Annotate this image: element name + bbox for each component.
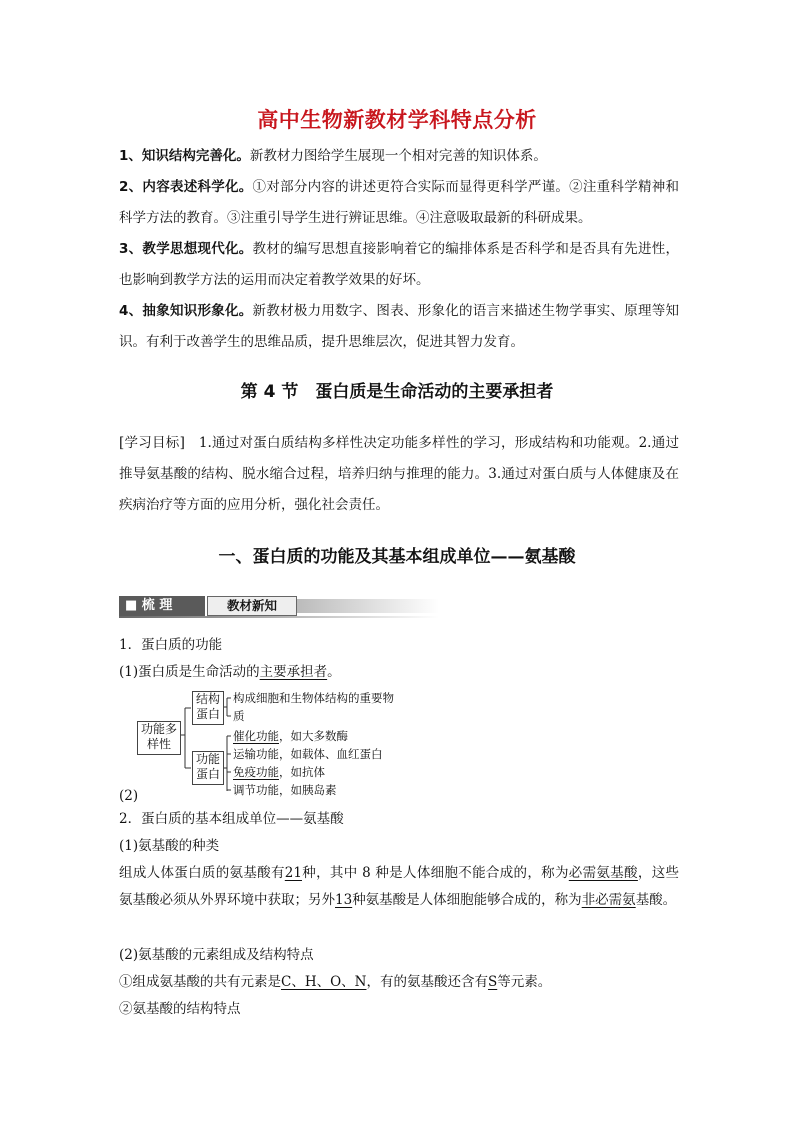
structural-protein-box: 结构蛋白 [192, 691, 224, 725]
page-title: 高中生物新教材学科特点分析 [257, 108, 537, 132]
structural-protein-text: 构成细胞和生物体结构的重要物质 [233, 691, 394, 723]
banner-label: ■ 梳 理 [119, 596, 205, 616]
item1-p2: (2) [119, 788, 139, 804]
func-item-transport: 运输功能，如载体、血红蛋白 [233, 747, 383, 761]
item2-structure: ②氨基酸的结构特点 [119, 1001, 241, 1017]
item2-sub2: (2)氨基酸的元素组成及结构特点 [119, 947, 314, 963]
section-title: 第 4 节 蛋白质是生命活动的主要承担者 [240, 382, 554, 402]
func-item-immune: 免疫功能，如抗体 [233, 765, 325, 779]
function-diagram [119, 688, 419, 798]
functional-protein-box: 功能蛋白 [192, 751, 224, 785]
banner-tag: 教材新知 [207, 596, 297, 616]
feature-1: 1、知识结构完善化。新教材力图给学生展现一个相对完善的知识体系。 [119, 148, 547, 164]
item2-types-text: 组成人体蛋白质的氨基酸有21种，其中 8 种是人体细胞不能合成的，称为必需氨基酸，这些氨基酸必须从外界环境中获取；另外13种氨基酸是人体细胞能够合成的，称为非必需氨基酸。 [119, 865, 680, 908]
section-banner [119, 596, 439, 618]
learning-objectives: [学习目标] 1.通过对蛋白质结构多样性决定功能多样性的学习，形成结构和功能观。2.通过推导氨基酸的结构、脱水缩合过程，培养归纳与推理的能力。3.通过对蛋白质与人体健康及在疾病治疗等方面的应用分析，强化社会责任。 [119, 435, 679, 513]
feature-2: 2、内容表述科学化。①对部分内容的讲述更符合实际而显得更科学严谨。②注重科学精神和科学方法的教育。③注重引导学生进行辨证思维。④注意吸取最新的科研成果。 [119, 179, 679, 226]
feature-4: 4、抽象知识形象化。新教材极力用数字、图表、形象化的语言来描述生物学事实、原理等知识。有利于改善学生的思维品质，提升思维层次，促进其智力发育。 [119, 303, 679, 350]
diagram-root-box: 功能多样性 [137, 721, 181, 755]
item2-heading: 2．蛋白质的基本组成单位——氨基酸 [119, 811, 344, 827]
item1-heading: 1．蛋白质的功能 [119, 637, 223, 653]
func-item-regulation: 调节功能，如胰岛素 [233, 783, 337, 797]
item2-sub1: (1)氨基酸的种类 [119, 838, 220, 854]
feature-3: 3、教学思想现代化。教材的编写思想直接影响着它的编排体系是否科学和是否具有先进性，也影响到教学方法的运用而决定着教学效果的好坏。 [119, 241, 679, 288]
item1-p1: (1)蛋白质是生命活动的主要承担者。 [119, 664, 341, 680]
item2-elements: ①组成氨基酸的共有元素是C、H、O、N，有的氨基酸还含有S等元素。 [119, 974, 552, 990]
func-item-catalysis: 催化功能，如大多数酶 [233, 729, 348, 743]
subsection-title: 一、蛋白质的功能及其基本组成单位——氨基酸 [218, 547, 576, 567]
